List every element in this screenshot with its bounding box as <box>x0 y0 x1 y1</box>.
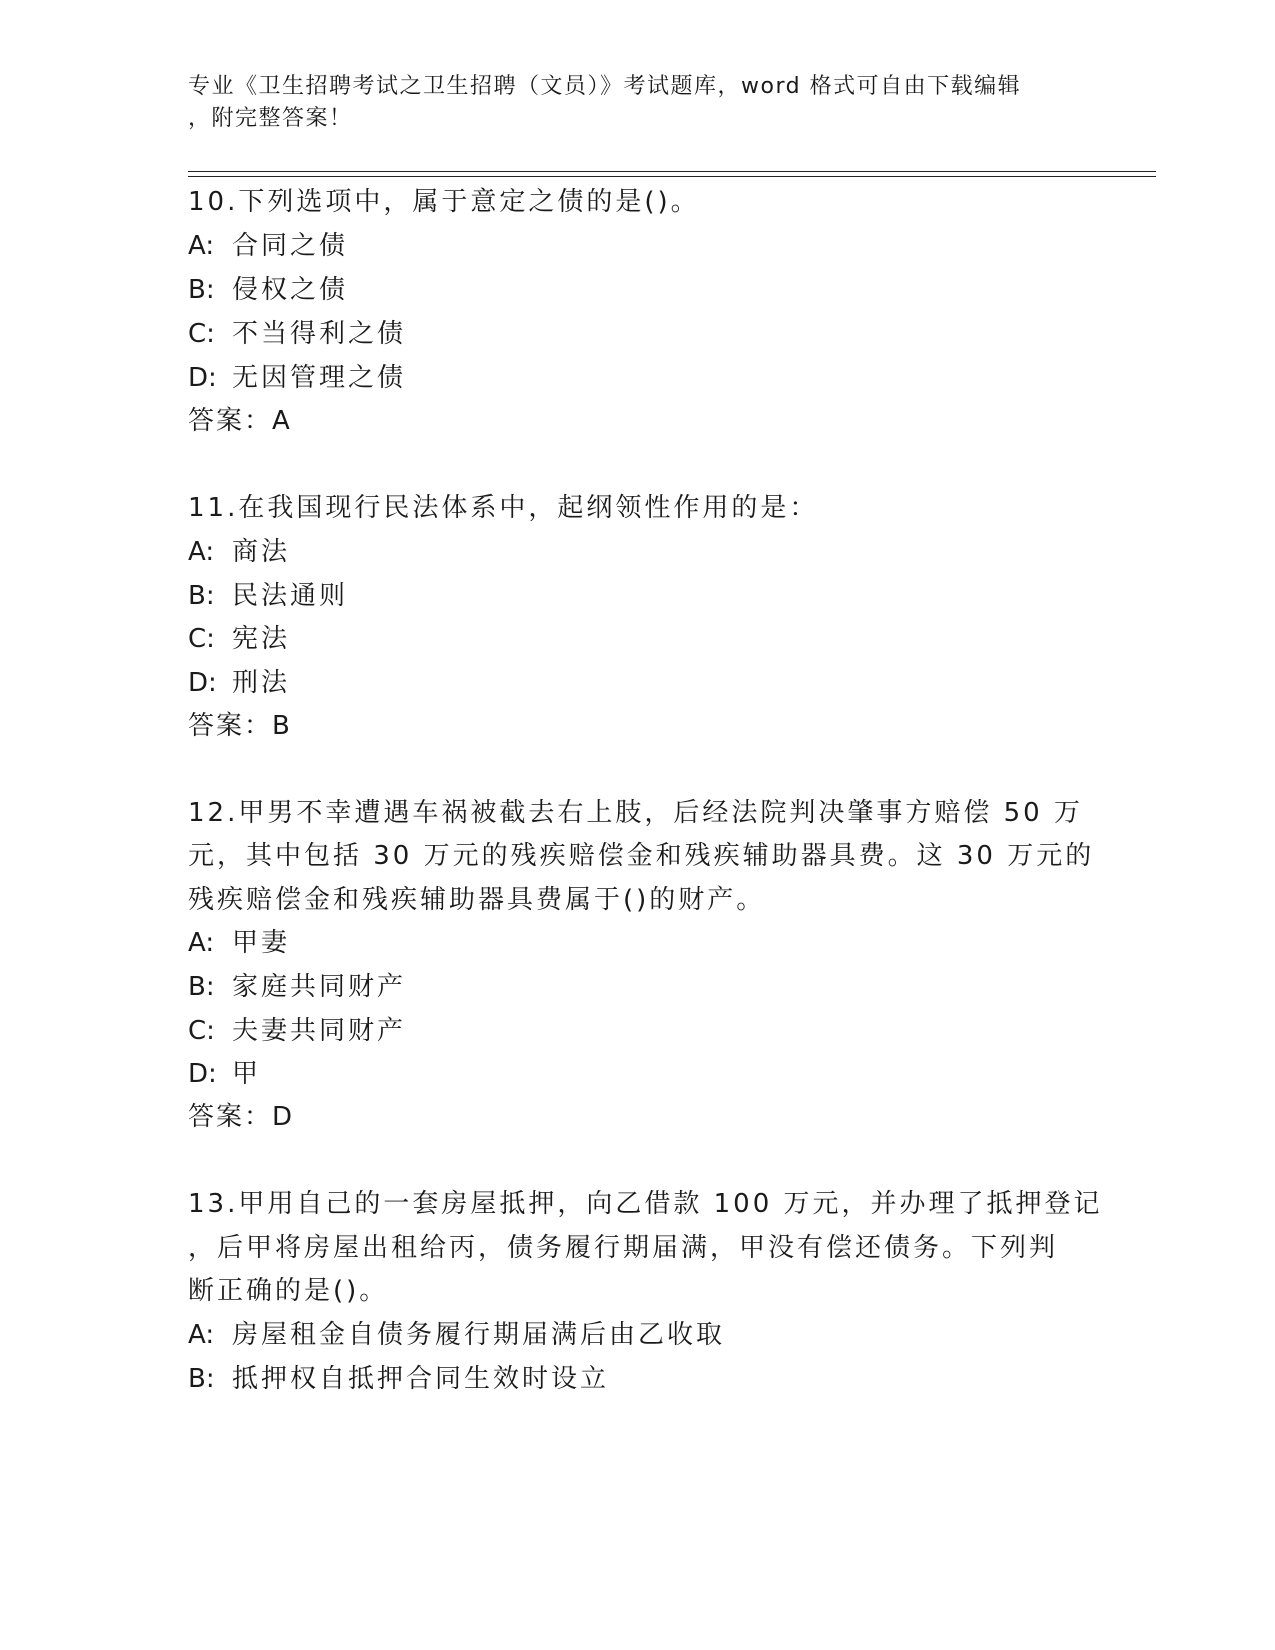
option-key: C: <box>188 1016 215 1046</box>
option-text: 家庭共同财产 <box>232 972 407 1002</box>
question-11-option-b <box>188 580 348 612</box>
question-12-option-a <box>188 927 290 959</box>
option-key: C: <box>188 319 215 349</box>
option-key: B: <box>188 1364 215 1394</box>
option-text: 抵押权自抵押合同生效时设立 <box>232 1364 610 1394</box>
question-11-answer: 答案：B <box>188 711 292 741</box>
option-text: 商法 <box>232 537 291 567</box>
option-key: D: <box>188 1059 217 1089</box>
option-text: 刑法 <box>232 668 291 698</box>
option-key: A: <box>188 1320 215 1350</box>
option-key: D: <box>188 668 217 698</box>
option-text: 侵权之债 <box>232 275 349 305</box>
question-10-option-d <box>188 362 406 394</box>
question-12-option-b <box>188 971 406 1003</box>
question-13-text-line-1: 13.甲用自己的一套房屋抵押，向乙借款 100 万元，并办理了抵押登记 <box>188 1189 1103 1219</box>
option-text: 甲 <box>232 1059 262 1089</box>
question-10-option-c <box>188 318 406 350</box>
question-12-text-line-1: 12.甲男不幸遭遇车祸被截去右上肢，后经法院判决肇事方赔偿 50 万 <box>188 798 1083 828</box>
option-text: 无因管理之债 <box>232 363 407 393</box>
header-line-1: 专业《卫生招聘考试之卫生招聘（文员）》考试题库，word 格式可自由下载编辑 <box>188 74 1022 99</box>
question-11-option-d <box>188 667 290 699</box>
question-12-answer: 答案：D <box>188 1102 295 1132</box>
header-rule-top <box>188 171 1156 172</box>
option-text: 合同之债 <box>232 231 349 261</box>
question-11-option-a <box>188 536 290 568</box>
question-13-text-line-2: ，后甲将房屋出租给丙，债务履行期届满，甲没有偿还债务。下列判 <box>188 1233 1059 1263</box>
question-11-text: 11.在我国现行民法体系中，起纲领性作用的是： <box>188 493 819 523</box>
option-text: 不当得利之债 <box>232 319 407 349</box>
question-12-text-line-3: 残疾赔偿金和残疾辅助器具费属于()的财产。 <box>188 885 766 915</box>
option-text: 宪法 <box>232 624 291 654</box>
question-12-option-c <box>188 1015 406 1047</box>
option-text: 房屋租金自债务履行期届满后由乙收取 <box>232 1320 726 1350</box>
question-13-option-b <box>188 1363 609 1395</box>
question-10-text: 10.下列选项中，属于意定之债的是()。 <box>188 187 700 217</box>
option-key: B: <box>188 972 215 1002</box>
option-key: A: <box>188 231 215 261</box>
option-key: A: <box>188 537 215 567</box>
option-key: B: <box>188 275 215 305</box>
header-line-2: ，附完整答案！ <box>188 106 353 131</box>
option-text: 夫妻共同财产 <box>232 1016 407 1046</box>
question-12-option-d <box>188 1058 261 1090</box>
option-text: 甲妻 <box>232 928 291 958</box>
question-11-option-c <box>188 623 290 655</box>
header-rule-bottom <box>188 176 1156 177</box>
question-12-text-line-2: 元，其中包括 30 万元的残疾赔偿金和残疾辅助器具费。这 30 万元的 <box>188 841 1095 871</box>
question-10-option-b <box>188 274 348 306</box>
option-text: 民法通则 <box>232 581 349 611</box>
option-key: C: <box>188 624 215 654</box>
option-key: D: <box>188 363 217 393</box>
question-10-option-a <box>188 230 348 262</box>
question-13-text-line-3: 断正确的是()。 <box>188 1276 389 1306</box>
option-key: A: <box>188 928 215 958</box>
question-13-option-a <box>188 1319 725 1351</box>
question-10-answer: 答案：A <box>188 406 292 436</box>
option-key: B: <box>188 581 215 611</box>
